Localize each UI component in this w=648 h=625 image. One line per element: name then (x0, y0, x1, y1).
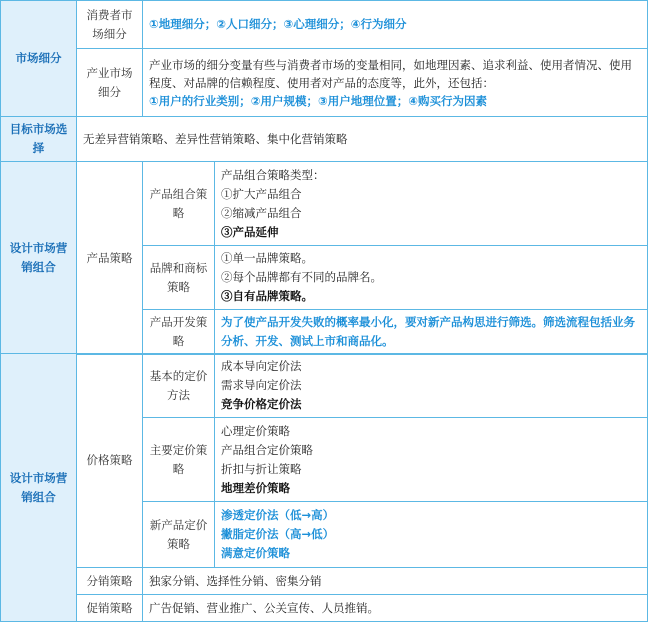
content-product-development (215, 310, 648, 355)
label-product-development: 产品开发策略 (143, 310, 215, 355)
section-header-target-market: 目标市场选择 (1, 117, 77, 162)
label-distribution-strategy: 分销策略 (77, 568, 143, 595)
content-new-product-pricing (215, 502, 648, 568)
section-header-segmentation: 市场细分 (1, 1, 77, 117)
content-industrial-segmentation (143, 49, 648, 117)
label-promotion-strategy: 促销策略 (77, 595, 143, 622)
content-brand-strategy (215, 246, 648, 310)
label-main-pricing: 主要定价策略 (143, 418, 215, 502)
basic-pricing-line: 需求导向定价法 (221, 378, 302, 392)
section-header-marketing-mix-1: 设计市场营销组合 (1, 162, 77, 355)
new-product-pricing-line: 渗透定价法（低→高） (221, 508, 335, 522)
product-portfolio-bold-line: ③产品延伸 (221, 224, 279, 239)
content-target-market: 无差异营销策略、差异性营销策略、集中化营销策略 (77, 117, 648, 162)
label-consumer-segmentation: 消费者市场细分 (77, 1, 143, 49)
main-pricing-line: 心理定价策略 (221, 423, 290, 438)
industrial-segmentation-list: ①用户的行业类别；②用户规模；③用户地理位置；④购买行为因素 (149, 93, 487, 108)
label-basic-pricing: 基本的定价方法 (143, 354, 215, 418)
label-price-strategy: 价格策略 (77, 354, 143, 568)
label-new-product-pricing: 新产品定价策略 (143, 502, 215, 568)
brand-strategy-line: ①单一品牌策略。 (221, 251, 313, 265)
basic-pricing-bold-line: 竞争价格定价法 (221, 397, 302, 411)
new-product-pricing-line: 撇脂定价法（高→低） (221, 527, 335, 541)
section-header-marketing-mix-2: 设计市场营销组合 (1, 354, 77, 622)
label-industrial-segmentation: 产业市场细分 (77, 49, 143, 117)
strategy-table-lower (0, 353, 648, 622)
main-pricing-bold-line: 地理差价策略 (221, 480, 290, 495)
consumer-segmentation-list: ①地理细分；②人口细分；③心理细分；④行为细分 (149, 17, 407, 31)
content-basic-pricing (215, 354, 648, 418)
main-pricing-line: 折扣与折让策略 (221, 461, 302, 476)
product-portfolio-line: ②缩减产品组合 (221, 205, 302, 220)
content-distribution-strategy: 独家分销、选择性分销、密集分销 (143, 568, 648, 595)
product-portfolio-line: ①扩大产品组合 (221, 186, 302, 201)
brand-strategy-bold-line: ③自有品牌策略。 (221, 289, 313, 303)
product-portfolio-line: 产品组合策略类型： (221, 167, 325, 182)
main-pricing-line: 产品组合定价策略 (221, 442, 313, 457)
label-product-portfolio: 产品组合策略 (143, 162, 215, 246)
content-main-pricing (215, 418, 648, 502)
label-brand-strategy: 品牌和商标策略 (143, 246, 215, 310)
basic-pricing-line: 成本导向定价法 (221, 359, 302, 373)
content-promotion-strategy: 广告促销、营业推广、公关宣传、人员推销。 (143, 595, 648, 622)
industrial-segmentation-text: 产业市场的细分变量有些与消费者市场的变量相同，如地理因素、追求利益、使用者情况、使用程度、对品牌的信赖程度、使用者对产品的态度等，此外，还包括： (149, 57, 632, 90)
brand-strategy-line: ②每个品牌都有不同的品牌名。 (221, 270, 382, 284)
product-development-text: 为了使产品开发失败的概率最小化，要对新产品构思进行筛选。筛选流程包括业务分析、开发、测试上市和商品化。 (221, 315, 635, 348)
label-product-strategy: 产品策略 (77, 162, 143, 355)
new-product-pricing-line: 满意定价策略 (221, 546, 290, 560)
content-product-portfolio (215, 162, 648, 246)
content-consumer-segmentation (143, 1, 648, 49)
